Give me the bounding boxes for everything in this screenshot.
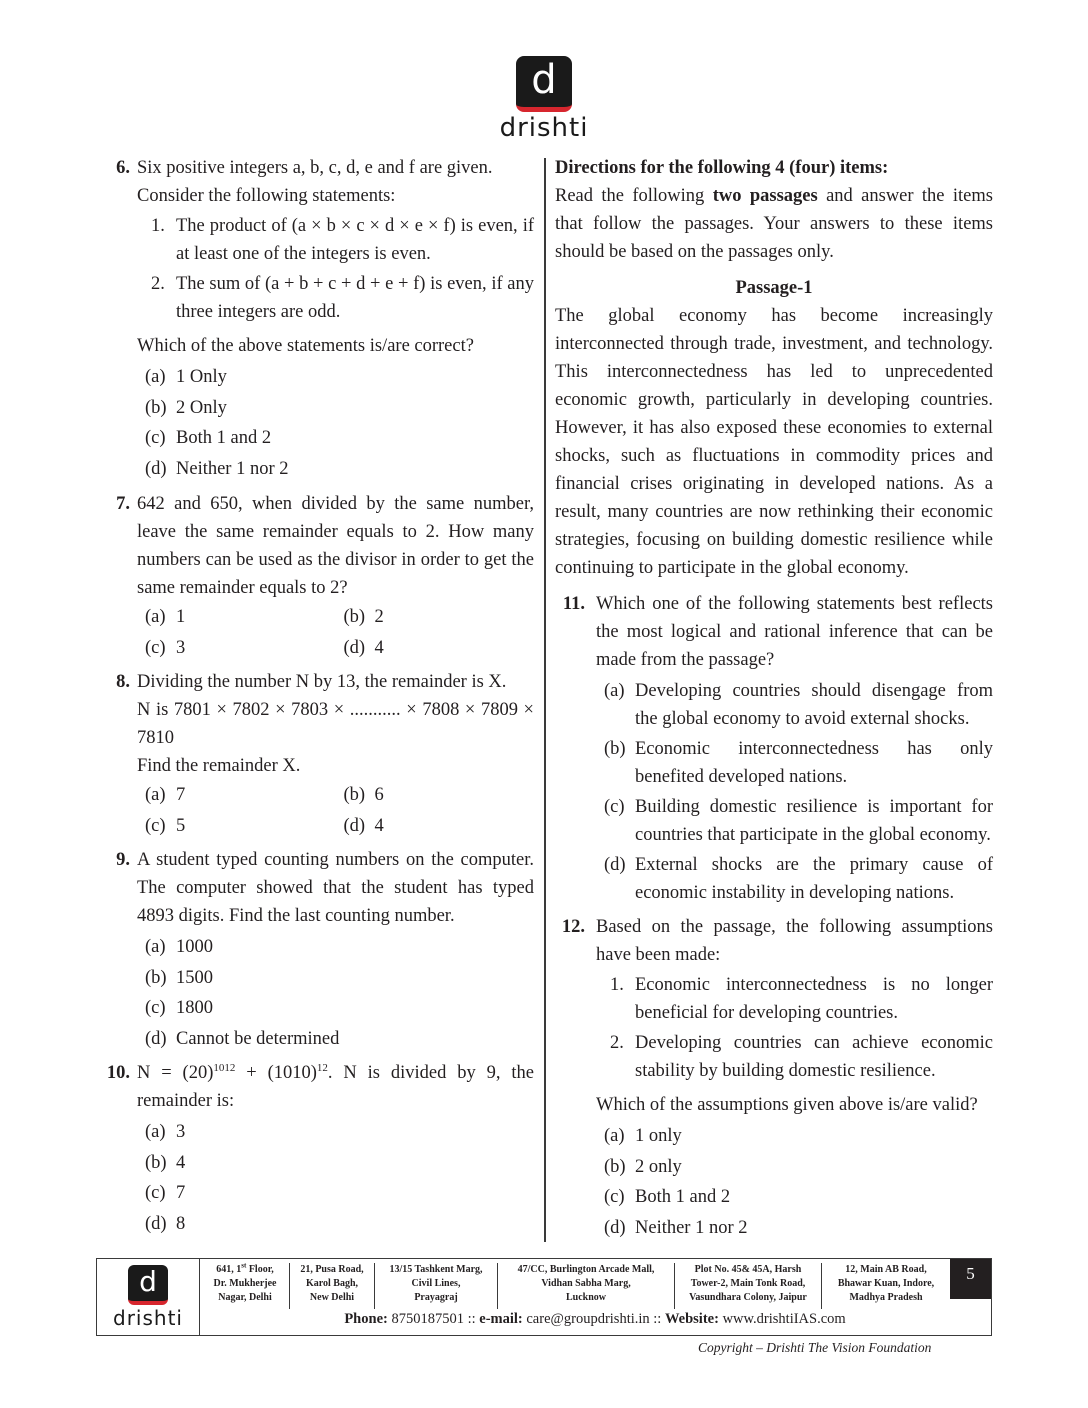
option-text: External shocks are the primary cause of economic instability in developing nations. <box>635 855 993 903</box>
question-ask: Which of the above statements is/are correct? <box>137 336 474 356</box>
option-letter: (c) <box>145 998 166 1018</box>
option-letter: (d) <box>145 1213 167 1234</box>
option-b <box>137 1148 534 1179</box>
option-c <box>137 993 534 1024</box>
question-stem: Dividing the number N by 13, the remainder is X. <box>137 672 507 692</box>
directions-heading: Directions for the following 4 (four) items: <box>555 158 889 178</box>
question-number: 12. <box>561 917 585 937</box>
option-a <box>596 1121 993 1152</box>
statement-number: 1. <box>610 975 624 995</box>
option-text: Both 1 and 2 <box>176 428 272 448</box>
website-link[interactable]: www.drishtiIAS.com <box>718 1311 846 1327</box>
option-letter: (c) <box>604 1187 625 1207</box>
option-d <box>596 1213 993 1244</box>
question-stem: Based on the passage, the following assumptions have been made: <box>596 917 993 965</box>
header-logo <box>498 56 590 144</box>
address-line: Bhawar Kuan, Indore, <box>837 1278 935 1289</box>
address-delhi-mukherjee <box>201 1263 290 1309</box>
option-letter: (c) <box>145 428 166 448</box>
directions-part: and answer the items that follow the passages. Your answers to these items should be based on the passages only. <box>555 186 993 262</box>
options-row <box>137 633 534 664</box>
options-list <box>137 932 534 1054</box>
question-number: 11. <box>562 594 585 614</box>
option-text: 4 <box>374 815 384 836</box>
question-12 <box>555 913 993 1243</box>
page-number: 5 <box>950 1259 991 1299</box>
exponent: 12 <box>316 1061 328 1074</box>
directions-text <box>555 182 993 266</box>
question-ask: Which of the assumptions given above is/are valid? <box>596 1095 978 1115</box>
question-number: 9. <box>116 850 130 870</box>
option-text: 2 Only <box>176 397 227 418</box>
address-line: Karol Bagh, <box>305 1278 359 1289</box>
address-jaipur <box>675 1263 822 1309</box>
directions-emphasis: two passages <box>712 186 818 206</box>
option-letter: (d) <box>343 637 366 658</box>
option-text: 4 <box>176 1152 186 1173</box>
statement-text: Developing countries can achieve economic stability by building domestic resilience. <box>635 1033 993 1081</box>
option-c <box>137 633 336 664</box>
option-text: 1000 <box>176 937 213 957</box>
option-text: 2 <box>374 607 384 627</box>
option-d <box>336 633 535 664</box>
option-letter: (d) <box>604 1217 626 1238</box>
option-text: 3 <box>176 1122 186 1142</box>
option-b <box>336 780 535 811</box>
left-column <box>104 154 534 1239</box>
option-letter: (c) <box>145 1183 166 1203</box>
statement-text: The sum of (a + b + c + d + e + f) is even, if any three integers are odd. <box>176 274 534 322</box>
options-list <box>137 1117 534 1239</box>
option-text: 7 <box>176 785 186 805</box>
option-a <box>596 678 993 733</box>
address-line: Civil Lines, <box>411 1278 461 1289</box>
exponent: 1012 <box>213 1061 236 1074</box>
page-footer <box>96 1258 992 1336</box>
option-letter: (c) <box>604 797 625 817</box>
stem-part: N = (20) <box>137 1063 214 1083</box>
question-7 <box>104 490 534 663</box>
passage-title: Passage-1 <box>735 278 813 298</box>
drishti-logo-icon <box>128 1265 168 1305</box>
option-text: Cannot be determined <box>176 1028 340 1049</box>
address-line: New Delhi <box>309 1292 355 1303</box>
option-letter: (d) <box>343 815 366 836</box>
statement-number: 2. <box>151 274 165 294</box>
address-line: Vasundhara Colony, Jaipur <box>689 1292 807 1303</box>
stem-part: + (1010) <box>235 1063 317 1083</box>
options-list <box>137 362 534 484</box>
option-a <box>137 362 534 393</box>
option-letter: (b) <box>343 785 366 805</box>
address-line: Tower-2, Main Tonk Road, <box>690 1278 806 1289</box>
option-b <box>596 1152 993 1183</box>
question-number: 10. <box>106 1063 130 1083</box>
option-letter: (a) <box>145 937 166 957</box>
question-9 <box>104 846 534 1054</box>
option-letter: (c) <box>145 637 166 658</box>
statement-1 <box>137 212 534 268</box>
option-letter: (d) <box>145 1028 167 1049</box>
address-sup: st <box>241 1261 247 1270</box>
option-c <box>137 1178 534 1209</box>
option-text: 2 only <box>635 1156 682 1177</box>
question-stem: Six positive integers a, b, c, d, e and f are given. <box>137 158 493 178</box>
phone-number: 8750187501 :: <box>387 1311 480 1327</box>
address-line: 47/CC, Burlington Arcade Mall, <box>517 1264 655 1275</box>
option-text: Building domestic resilience is important for countries that participate in the global economy. <box>635 797 993 845</box>
option-d <box>137 1209 534 1240</box>
option-text: 5 <box>176 815 186 836</box>
option-d <box>596 852 993 907</box>
option-b <box>137 393 534 424</box>
option-text: 1 only <box>635 1126 682 1146</box>
question-number: 8. <box>116 672 130 692</box>
option-b <box>137 963 534 994</box>
address-line: Prayagraj <box>414 1292 458 1303</box>
statement-text: Economic interconnectedness is no longer beneficial for developing countries. <box>635 975 993 1023</box>
option-d <box>137 1024 534 1055</box>
email-label: e-mail: <box>479 1311 523 1327</box>
question-stem: A student typed counting numbers on the computer. The computer showed that the student has typed 4893 digits. Find the last counting number. <box>137 850 534 926</box>
option-text: Developing countries should disengage from the global economy to avoid external shocks. <box>635 681 993 729</box>
statement-2 <box>596 1029 993 1085</box>
options-row <box>137 602 534 633</box>
address-line: 13/15 Tashkent Marg, <box>389 1264 483 1275</box>
question-stem <box>137 1059 534 1115</box>
statement-number: 2. <box>610 1033 624 1053</box>
option-text: 4 <box>374 637 384 658</box>
option-b <box>596 736 993 791</box>
option-text: Neither 1 nor 2 <box>176 458 289 479</box>
address-lucknow <box>498 1263 675 1309</box>
options-row <box>137 811 534 842</box>
logo-wordmark: drishti <box>113 1306 183 1330</box>
copyright-notice: Copyright – Drishti The Vision Foundation <box>698 1340 932 1355</box>
option-c <box>596 1182 993 1213</box>
option-text: Neither 1 nor 2 <box>635 1217 748 1238</box>
directions-part: Read the following <box>555 186 713 206</box>
drishti-logo-icon <box>516 56 572 112</box>
option-text: 6 <box>374 785 384 805</box>
logo-letter: d <box>139 1265 157 1298</box>
question-number: 7. <box>116 494 130 514</box>
option-b <box>336 602 535 633</box>
address-karol-bagh <box>290 1263 375 1309</box>
option-letter: (b) <box>604 1156 626 1177</box>
option-letter: (a) <box>145 607 166 627</box>
logo-wordmark: drishti <box>499 113 589 143</box>
address-prayagraj <box>375 1263 498 1309</box>
question-stem: Consider the following statements: <box>137 186 396 206</box>
question-stem: 642 and 650, when divided by the same number, leave the same remainder equals to 2. How many numbers can be used as the divisor in order to get the same remainder equals to 2? <box>137 494 534 598</box>
option-c <box>137 811 336 842</box>
statement-2 <box>137 270 534 326</box>
option-a <box>137 780 336 811</box>
footer-logo <box>97 1259 200 1336</box>
option-c <box>137 423 534 454</box>
question-stem: N is 7801 × 7802 × 7803 × ........... × 7808 × 7809 × 7810 <box>137 700 534 748</box>
option-letter: (b) <box>343 607 366 627</box>
address-line: 21, Pusa Road, <box>300 1264 364 1275</box>
phone-label: Phone: <box>344 1311 388 1327</box>
option-d <box>336 811 535 842</box>
website-label: Website: <box>664 1311 719 1327</box>
logo-letter: d <box>531 57 557 103</box>
option-text: Both 1 and 2 <box>635 1187 731 1207</box>
option-letter: (a) <box>145 785 166 805</box>
option-letter: (c) <box>145 815 166 836</box>
address-line: Floor, <box>246 1264 274 1275</box>
option-letter: (d) <box>604 855 626 875</box>
options-row <box>137 780 534 811</box>
option-text: 8 <box>176 1213 186 1234</box>
option-letter: (a) <box>145 1122 166 1142</box>
stem-part: . N is divided by 9, the remainder is: <box>137 1063 535 1111</box>
question-6 <box>104 154 534 484</box>
question-stem: Find the remainder X. <box>137 756 301 776</box>
option-d <box>137 454 534 485</box>
email-address: care@groupdrishti.in :: <box>522 1311 665 1327</box>
address-line: 641, 1 <box>216 1264 242 1275</box>
statement-1 <box>596 971 993 1027</box>
option-text: Economic interconnectedness has only benefited developed nations. <box>635 739 993 787</box>
options-list <box>596 1121 993 1243</box>
question-8 <box>104 668 534 841</box>
option-letter: (b) <box>145 967 167 988</box>
right-column <box>555 154 993 1243</box>
option-text: 1800 <box>176 998 213 1018</box>
address-line: Madhya Pradesh <box>849 1292 923 1303</box>
question-11 <box>555 590 993 907</box>
address-line: Lucknow <box>565 1292 606 1303</box>
option-letter: (a) <box>604 681 625 701</box>
question-10 <box>104 1059 534 1239</box>
option-text: 1 Only <box>176 367 227 387</box>
option-text: 7 <box>176 1183 186 1203</box>
address-line: Nagar, Delhi <box>218 1292 272 1303</box>
address-line: 12, Main AB Road, <box>845 1264 927 1275</box>
passage-text: The global economy has become increasingly interconnected through trade, investment, and technology. This interconnectedness has led to unprecedented economic growth, particularly in developing countries. However, it has also exposed these economies to external shocks, such as fluctuations in commodity prices and financial crises originating in developed nations. As a result, many countries are now rethinking their economic strategies, focusing on building domestic resilience while continuing to participate in the global economy. <box>555 306 993 578</box>
option-letter: (b) <box>145 1152 167 1173</box>
option-letter: (b) <box>145 397 167 418</box>
contact-line <box>199 1311 991 1328</box>
statement-text: The product of (a × b × c × d × e × f) is even, if at least one of the integers is even. <box>176 216 534 264</box>
statement-number: 1. <box>151 216 165 236</box>
option-a <box>137 602 336 633</box>
option-letter: (b) <box>604 739 626 759</box>
option-a <box>137 932 534 963</box>
option-letter: (a) <box>604 1126 625 1146</box>
column-divider <box>544 158 546 1242</box>
option-text: 1 <box>176 607 186 627</box>
address-indore <box>822 1263 950 1309</box>
option-c <box>596 794 993 849</box>
address-line: Dr. Mukherjee <box>213 1278 277 1289</box>
question-stem: Which one of the following statements best reflects the most logical and rational inference that can be made from the passage? <box>596 594 993 670</box>
question-number: 6. <box>116 158 130 178</box>
option-text: 3 <box>176 637 186 658</box>
address-line: Vidhan Sabha Marg, <box>541 1278 631 1289</box>
address-line: Plot No. 45& 45A, Harsh <box>694 1264 802 1275</box>
option-letter: (a) <box>145 367 166 387</box>
option-a <box>137 1117 534 1148</box>
option-text: 1500 <box>176 967 213 988</box>
option-letter: (d) <box>145 458 167 479</box>
options-list <box>596 678 993 907</box>
